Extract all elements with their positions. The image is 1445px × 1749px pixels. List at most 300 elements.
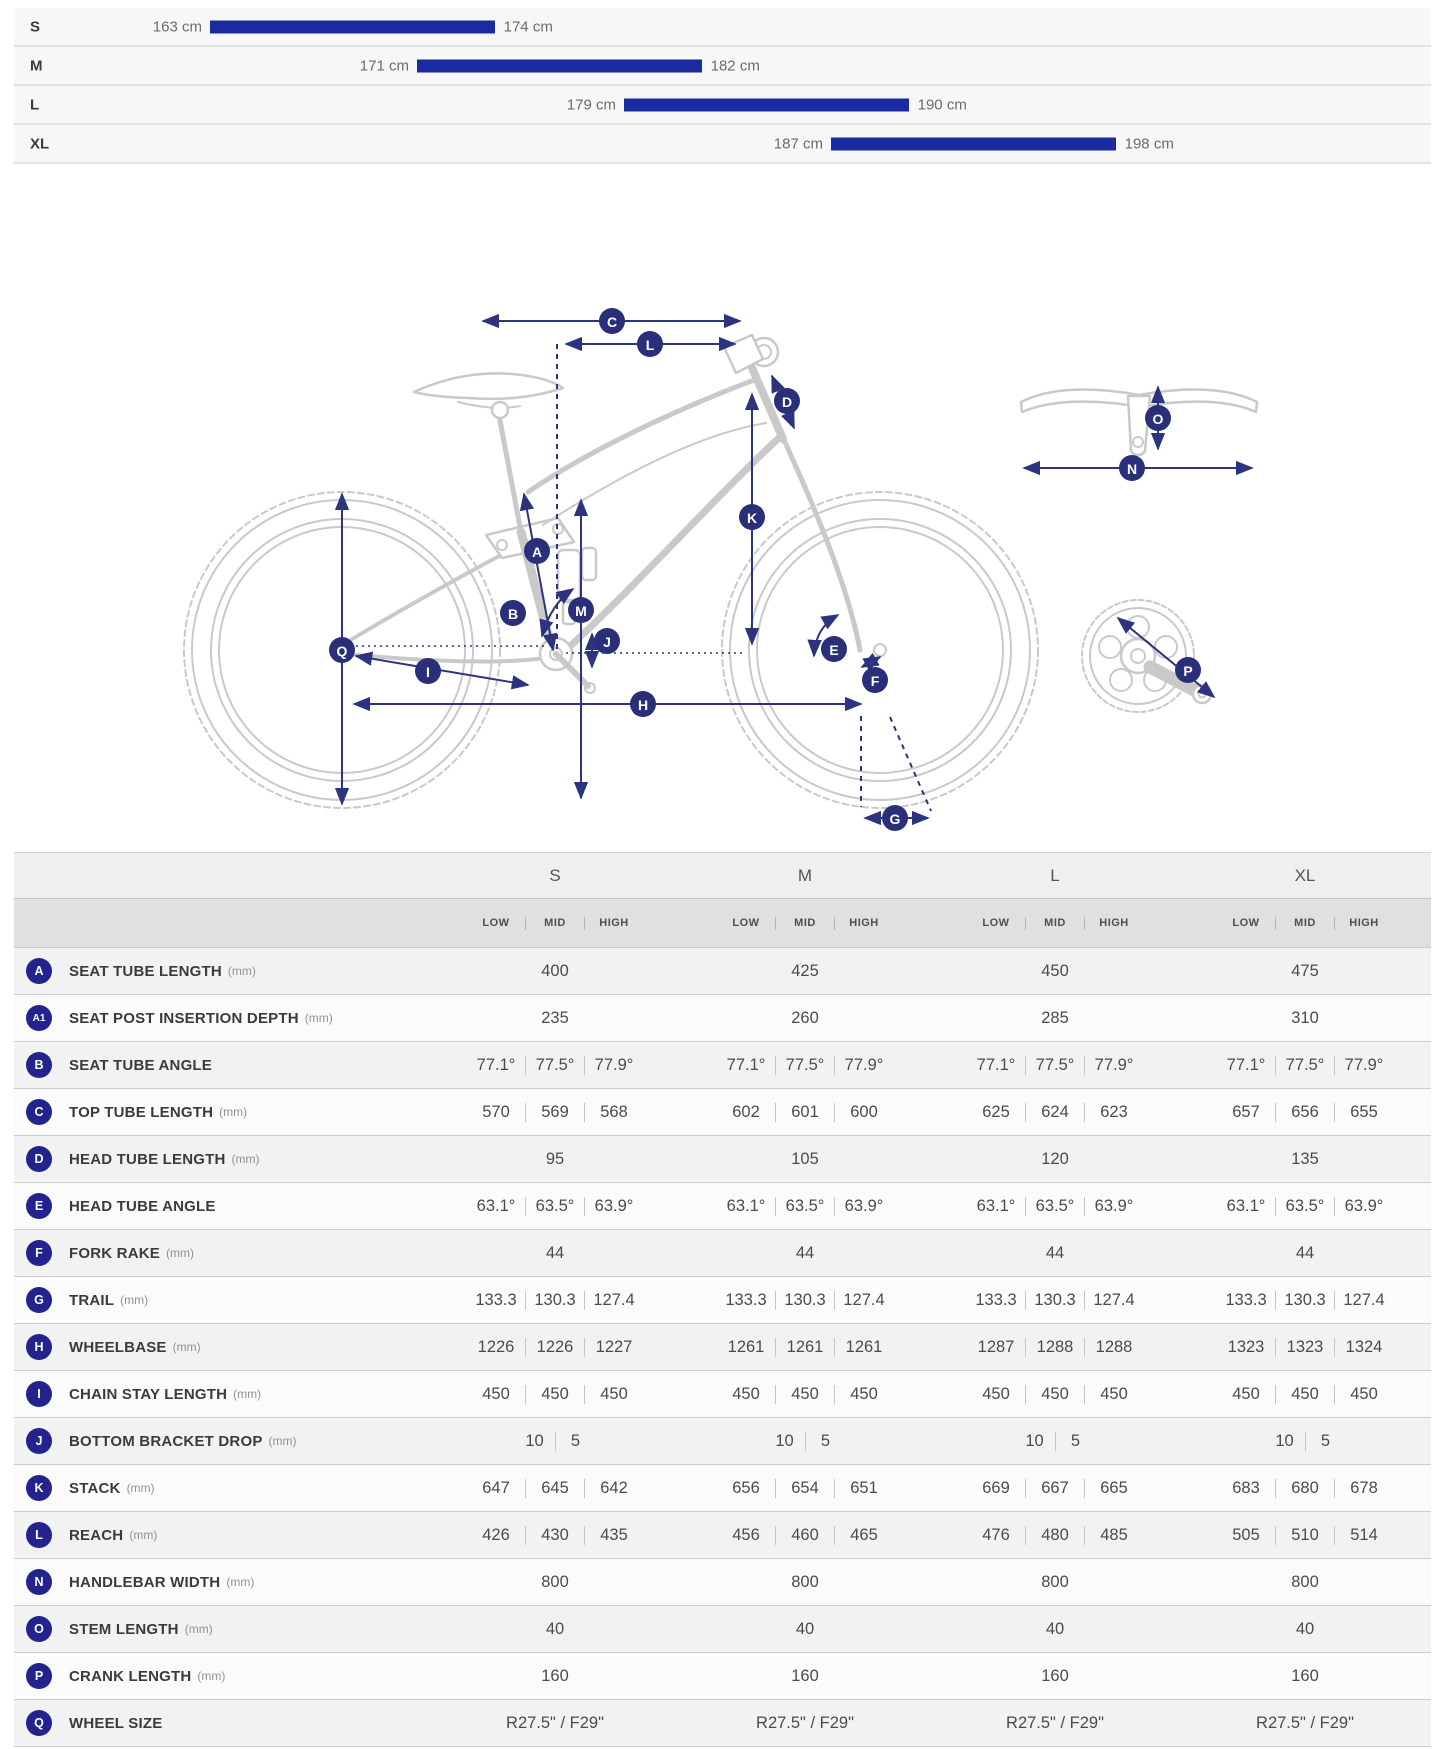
spec-values-L xyxy=(930,1150,1180,1169)
spec-values-S xyxy=(430,1620,680,1639)
spec-values-XL xyxy=(1180,1103,1430,1122)
spec-value: 160 xyxy=(1291,1666,1319,1685)
spec-label-cell xyxy=(14,1099,430,1125)
spec-value: 5 xyxy=(1070,1431,1081,1450)
spec-value: 450 xyxy=(1350,1384,1378,1403)
spec-value: 450 xyxy=(1041,961,1069,980)
spec-label: CRANK LENGTH xyxy=(69,1667,192,1685)
spec-value: 600 xyxy=(850,1102,878,1121)
spec-value: 800 xyxy=(791,1572,819,1591)
spec-label-cell xyxy=(14,1522,430,1548)
spec-label: SEAT POST INSERTION DEPTH xyxy=(69,1009,299,1027)
diagram-badge-B xyxy=(500,600,526,626)
setting-label: LOW xyxy=(482,917,510,929)
diagram-badge-Q xyxy=(329,637,355,663)
spec-value: 127.4 xyxy=(1093,1290,1135,1309)
spec-value: 510 xyxy=(1291,1525,1319,1544)
spec-values-S xyxy=(430,1338,680,1357)
spec-label: FORK RAKE xyxy=(69,1244,160,1262)
spec-label-cell xyxy=(14,1428,430,1454)
spec-value: 642 xyxy=(600,1478,628,1497)
spec-unit: (mm) xyxy=(129,1528,158,1542)
diagram-badge-N xyxy=(1119,455,1145,481)
spec-value: 10 xyxy=(1275,1431,1294,1450)
spec-value: 475 xyxy=(1291,961,1319,980)
rider-height-chart xyxy=(14,8,1431,164)
spec-value: 127.4 xyxy=(1343,1290,1385,1309)
spec-value: 647 xyxy=(482,1478,510,1497)
setting-label: MID xyxy=(1294,917,1316,929)
spec-value: 285 xyxy=(1041,1008,1069,1027)
spec-value: 63.1° xyxy=(1226,1196,1266,1215)
spec-values-S xyxy=(430,1479,680,1498)
spec-value: 1261 xyxy=(727,1337,765,1356)
diagram-badge-K xyxy=(739,504,765,530)
size-row-S xyxy=(14,8,1431,47)
spec-values-XL xyxy=(1180,1338,1430,1357)
spec-value: 514 xyxy=(1350,1525,1378,1544)
crankset xyxy=(1082,600,1211,712)
spec-badge: Q xyxy=(26,1710,52,1736)
spec-badge: D xyxy=(26,1146,52,1172)
height-bar xyxy=(624,98,909,111)
spec-unit: (mm) xyxy=(304,1011,333,1025)
spec-values-S xyxy=(430,1432,680,1451)
spec-label: STEM LENGTH xyxy=(69,1620,179,1638)
spec-label-cell xyxy=(14,1663,430,1689)
handlebar-top-view xyxy=(1021,390,1257,456)
geometry-diagram xyxy=(0,230,1445,845)
spec-value: 95 xyxy=(545,1149,565,1168)
rider-min-height: 171 cm xyxy=(359,57,409,74)
spec-values-L xyxy=(930,1714,1180,1733)
spec-value: 63.1° xyxy=(726,1196,766,1215)
rider-min-height: 187 cm xyxy=(773,135,823,152)
spec-row-I xyxy=(14,1370,1431,1417)
rider-max-height: 190 cm xyxy=(917,96,967,113)
spec-values-S xyxy=(430,1385,680,1404)
size-label: M xyxy=(30,57,43,74)
spec-value: 10 xyxy=(775,1431,794,1450)
svg-text:K: K xyxy=(746,510,758,526)
spec-value: 450 xyxy=(1100,1384,1128,1403)
spec-values-XL xyxy=(1180,1479,1430,1498)
spec-value: 426 xyxy=(482,1525,510,1544)
spec-value: 800 xyxy=(541,1572,569,1591)
diagram-badge-P xyxy=(1175,657,1201,683)
spec-label: SEAT TUBE ANGLE xyxy=(69,1056,213,1074)
setting-label: HIGH xyxy=(849,917,879,929)
setting-label: MID xyxy=(544,917,566,929)
spec-value: 40 xyxy=(1045,1619,1065,1638)
spec-value: 450 xyxy=(982,1384,1010,1403)
svg-text:D: D xyxy=(781,394,793,410)
spec-label-cell xyxy=(14,1005,430,1031)
spec-row-K xyxy=(14,1464,1431,1511)
spec-row-Q xyxy=(14,1699,1431,1746)
spec-values-XL xyxy=(1180,1150,1430,1169)
spec-unit: (mm) xyxy=(172,1340,201,1354)
spec-label-cell xyxy=(14,1193,430,1219)
spec-values-L xyxy=(930,1526,1180,1545)
spec-value: 601 xyxy=(791,1102,819,1121)
spec-value: 63.5° xyxy=(1035,1196,1075,1215)
size-column-header: S xyxy=(549,865,561,885)
spec-label-cell xyxy=(14,1475,430,1501)
spec-values-M xyxy=(680,1150,930,1169)
rider-max-height: 198 cm xyxy=(1124,135,1174,152)
spec-value: 133.3 xyxy=(1225,1290,1267,1309)
spec-row-O xyxy=(14,1605,1431,1652)
spec-value: 44 xyxy=(795,1243,815,1262)
spec-value: 127.4 xyxy=(843,1290,885,1309)
spec-values-M xyxy=(680,962,930,981)
diagram-badge-A xyxy=(524,538,550,564)
spec-values-XL xyxy=(1180,1432,1430,1451)
spec-values-XL xyxy=(1180,1244,1430,1263)
diagram-badge-O xyxy=(1145,405,1171,431)
spec-value: 680 xyxy=(1291,1478,1319,1497)
spec-value: 77.1° xyxy=(476,1055,516,1074)
spec-value: 1227 xyxy=(595,1337,633,1356)
spec-values-L xyxy=(930,1009,1180,1028)
spec-values-M xyxy=(680,1103,930,1122)
spec-values-S xyxy=(430,1526,680,1545)
spec-values-M xyxy=(680,1338,930,1357)
spec-row-J xyxy=(14,1417,1431,1464)
spec-values-S xyxy=(430,1573,680,1592)
spec-value: 1324 xyxy=(1345,1337,1383,1356)
spec-values-L xyxy=(930,1338,1180,1357)
diagram-badge-D xyxy=(774,388,800,414)
settings-group-L xyxy=(930,917,1180,930)
spec-value: 40 xyxy=(1295,1619,1315,1638)
spec-label-cell xyxy=(14,1334,430,1360)
spec-label: HEAD TUBE ANGLE xyxy=(69,1197,216,1215)
spec-badge: N xyxy=(26,1569,52,1595)
spec-values-L xyxy=(930,1667,1180,1686)
spec-value: 44 xyxy=(1045,1243,1065,1262)
svg-text:P: P xyxy=(1183,663,1193,679)
spec-values-L xyxy=(930,1385,1180,1404)
spec-value: 456 xyxy=(732,1525,760,1544)
spec-label: TOP TUBE LENGTH xyxy=(69,1103,214,1121)
spec-value: 63.5° xyxy=(785,1196,825,1215)
spec-label: WHEELBASE xyxy=(69,1338,167,1356)
geometry-table xyxy=(14,852,1431,1747)
spec-value: 130.3 xyxy=(1034,1290,1076,1309)
spec-badge: I xyxy=(26,1381,52,1407)
size-column-header: L xyxy=(1050,865,1060,885)
spec-value: 657 xyxy=(1232,1102,1260,1121)
spec-value: 480 xyxy=(1041,1525,1069,1544)
spec-label: WHEEL SIZE xyxy=(69,1714,163,1732)
spec-values-M xyxy=(680,1009,930,1028)
spec-values-M xyxy=(680,1291,930,1310)
spec-values-XL xyxy=(1180,1573,1430,1592)
measure-arrow-fork-rake xyxy=(862,657,880,667)
setting-label: LOW xyxy=(732,917,760,929)
spec-label-cell xyxy=(14,1381,430,1407)
table-header-row xyxy=(14,852,1431,898)
spec-value: 450 xyxy=(1232,1384,1260,1403)
spec-value: 625 xyxy=(982,1102,1010,1121)
svg-text:N: N xyxy=(1126,461,1138,477)
spec-value: 602 xyxy=(732,1102,760,1121)
spec-value: 425 xyxy=(791,961,819,980)
spec-value: 77.1° xyxy=(976,1055,1016,1074)
height-bar xyxy=(417,59,702,72)
spec-value: 77.9° xyxy=(844,1055,884,1074)
svg-text:J: J xyxy=(603,634,611,650)
spec-label: BOTTOM BRACKET DROP xyxy=(69,1432,263,1450)
spec-value: 130.3 xyxy=(534,1290,576,1309)
svg-text:Q: Q xyxy=(336,643,348,659)
spec-label: TRAIL xyxy=(69,1291,115,1309)
spec-unit: (mm) xyxy=(219,1105,248,1119)
spec-value: 667 xyxy=(1041,1478,1069,1497)
spec-row-N xyxy=(14,1558,1431,1605)
spec-value: 400 xyxy=(541,961,569,980)
spec-value: 63.5° xyxy=(1285,1196,1325,1215)
spec-value: 127.4 xyxy=(593,1290,635,1309)
spec-label: SEAT TUBE LENGTH xyxy=(69,962,222,980)
spec-values-S xyxy=(430,1009,680,1028)
spec-value: 623 xyxy=(1100,1102,1128,1121)
settings-group-XL xyxy=(1180,917,1430,930)
spec-value: 310 xyxy=(1291,1008,1319,1027)
spec-value: 450 xyxy=(1041,1384,1069,1403)
spec-badge: K xyxy=(26,1475,52,1501)
size-column-group-M xyxy=(680,866,930,886)
spec-row-A1 xyxy=(14,994,1431,1041)
spec-value: 135 xyxy=(1291,1149,1319,1168)
spec-label: HEAD TUBE LENGTH xyxy=(69,1150,226,1168)
spec-value: 133.3 xyxy=(475,1290,517,1309)
spec-row-E xyxy=(14,1182,1431,1229)
spec-value: 800 xyxy=(1041,1572,1069,1591)
spec-row-F xyxy=(14,1229,1431,1276)
spec-label: CHAIN STAY LENGTH xyxy=(69,1385,228,1403)
spec-label-cell xyxy=(14,1569,430,1595)
size-row-L xyxy=(14,86,1431,125)
spec-value: 130.3 xyxy=(1284,1290,1326,1309)
spec-value: 505 xyxy=(1232,1525,1260,1544)
spec-value: 63.9° xyxy=(844,1196,884,1215)
spec-row-C xyxy=(14,1088,1431,1135)
spec-label-cell xyxy=(14,1710,430,1736)
spec-value: 77.5° xyxy=(1285,1055,1325,1074)
spec-values-L xyxy=(930,962,1180,981)
spec-unit: (mm) xyxy=(233,1387,262,1401)
spec-value: 450 xyxy=(600,1384,628,1403)
spec-value: 1261 xyxy=(845,1337,883,1356)
spec-value: R27.5" / F29" xyxy=(506,1713,604,1732)
spec-badge: A1 xyxy=(26,1005,52,1031)
spec-value: 1323 xyxy=(1286,1337,1324,1356)
spec-value: 450 xyxy=(1291,1384,1319,1403)
spec-values-M xyxy=(680,1432,930,1451)
svg-text:E: E xyxy=(829,642,839,658)
front-wheel xyxy=(722,492,1038,808)
spec-label-cell xyxy=(14,1616,430,1642)
spec-values-XL xyxy=(1180,1056,1430,1075)
spec-values-M xyxy=(680,1479,930,1498)
spec-value: 1288 xyxy=(1095,1337,1133,1356)
spec-value: 5 xyxy=(1320,1431,1331,1450)
spec-value: 450 xyxy=(732,1384,760,1403)
spec-value: 77.9° xyxy=(1344,1055,1384,1074)
spec-badge: G xyxy=(26,1287,52,1313)
spec-label-cell xyxy=(14,1240,430,1266)
spec-values-L xyxy=(930,1056,1180,1075)
size-row-XL xyxy=(14,125,1431,164)
spec-row-B xyxy=(14,1041,1431,1088)
rider-max-height: 174 cm xyxy=(503,18,553,35)
spec-value: 63.9° xyxy=(594,1196,634,1215)
spec-values-L xyxy=(930,1103,1180,1122)
spec-value: 476 xyxy=(982,1525,1010,1544)
spec-values-S xyxy=(430,1150,680,1169)
spec-value: 77.9° xyxy=(1094,1055,1134,1074)
settings-group-S xyxy=(430,917,680,930)
settings-group-M xyxy=(680,917,930,930)
spec-badge: F xyxy=(26,1240,52,1266)
geometry-diagram-svg xyxy=(0,230,1445,845)
setting-label: LOW xyxy=(982,917,1010,929)
spec-value: 1226 xyxy=(477,1337,515,1356)
spec-unit: (mm) xyxy=(227,964,256,978)
height-bar xyxy=(210,20,495,33)
spec-value: 654 xyxy=(791,1478,819,1497)
setting-label: MID xyxy=(1044,917,1066,929)
spec-values-S xyxy=(430,1291,680,1310)
spec-row-L xyxy=(14,1511,1431,1558)
spec-values-L xyxy=(930,1573,1180,1592)
svg-text:L: L xyxy=(645,337,655,353)
rider-min-height: 163 cm xyxy=(152,18,202,35)
spec-value: 450 xyxy=(850,1384,878,1403)
spec-value: 260 xyxy=(791,1008,819,1027)
spec-value: 645 xyxy=(541,1478,569,1497)
spec-values-M xyxy=(680,1620,930,1639)
spec-value: 235 xyxy=(541,1008,569,1027)
spec-unit: (mm) xyxy=(184,1622,213,1636)
spec-row-A xyxy=(14,947,1431,994)
rider-min-height: 179 cm xyxy=(566,96,616,113)
spec-values-XL xyxy=(1180,1197,1430,1216)
spec-values-L xyxy=(930,1291,1180,1310)
diagram-badge-J xyxy=(594,628,620,654)
svg-text:M: M xyxy=(575,603,587,619)
spec-value: 77.5° xyxy=(535,1055,575,1074)
spec-badge: A xyxy=(26,958,52,984)
spec-badge: J xyxy=(26,1428,52,1454)
spec-value: 450 xyxy=(791,1384,819,1403)
height-bar xyxy=(831,137,1116,150)
spec-unit: (mm) xyxy=(165,1246,194,1260)
spec-values-XL xyxy=(1180,962,1430,981)
spec-values-M xyxy=(680,1526,930,1545)
spec-label-cell xyxy=(14,1146,430,1172)
spec-unit: (mm) xyxy=(268,1434,297,1448)
spec-value: 678 xyxy=(1350,1478,1378,1497)
spec-value: 683 xyxy=(1232,1478,1260,1497)
spec-values-XL xyxy=(1180,1620,1430,1639)
spec-value: 656 xyxy=(732,1478,760,1497)
svg-text:I: I xyxy=(426,664,430,680)
spec-value: 10 xyxy=(525,1431,544,1450)
spec-value: 568 xyxy=(600,1102,628,1121)
spec-badge: O xyxy=(26,1616,52,1642)
spec-unit: (mm) xyxy=(231,1152,260,1166)
spec-values-S xyxy=(430,1667,680,1686)
diagram-badge-M xyxy=(568,597,594,623)
diagram-badge-H xyxy=(630,691,656,717)
spec-value: 120 xyxy=(1041,1149,1069,1168)
setting-label: HIGH xyxy=(1349,917,1379,929)
spec-values-L xyxy=(930,1432,1180,1451)
spec-badge: L xyxy=(26,1522,52,1548)
spec-value: 133.3 xyxy=(725,1290,767,1309)
spec-value: 656 xyxy=(1291,1102,1319,1121)
spec-values-M xyxy=(680,1667,930,1686)
spec-value: 665 xyxy=(1100,1478,1128,1497)
spec-values-M xyxy=(680,1714,930,1733)
setting-label: LOW xyxy=(1232,917,1260,929)
spec-value: 40 xyxy=(545,1619,565,1638)
spec-values-S xyxy=(430,1197,680,1216)
spec-values-M xyxy=(680,1573,930,1592)
spec-label: STACK xyxy=(69,1479,121,1497)
svg-text:C: C xyxy=(606,314,618,330)
spec-value: 44 xyxy=(1295,1243,1315,1262)
spec-badge: P xyxy=(26,1663,52,1689)
spec-value: 800 xyxy=(1291,1572,1319,1591)
spec-values-XL xyxy=(1180,1009,1430,1028)
spec-value: 77.1° xyxy=(726,1055,766,1074)
spec-value: 77.9° xyxy=(594,1055,634,1074)
size-row-M xyxy=(14,47,1431,86)
spec-row-G xyxy=(14,1276,1431,1323)
spec-badge: B xyxy=(26,1052,52,1078)
size-label: L xyxy=(30,96,40,113)
setting-label: HIGH xyxy=(599,917,629,929)
diagram-badge-G xyxy=(882,805,908,831)
size-column-header: M xyxy=(797,865,813,885)
spec-value: 1261 xyxy=(786,1337,824,1356)
spec-value: 63.9° xyxy=(1094,1196,1134,1215)
spec-values-S xyxy=(430,1056,680,1075)
spec-values-S xyxy=(430,962,680,981)
spec-values-S xyxy=(430,1714,680,1733)
size-column-group-L xyxy=(930,866,1180,886)
size-column-group-XL xyxy=(1180,866,1430,886)
spec-values-M xyxy=(680,1385,930,1404)
diagram-badge-I xyxy=(415,658,441,684)
diagram-badge-E xyxy=(821,636,847,662)
spec-value: 77.5° xyxy=(1035,1055,1075,1074)
svg-text:A: A xyxy=(531,544,543,560)
spec-value: 105 xyxy=(791,1149,819,1168)
svg-text:B: B xyxy=(507,606,519,622)
spec-values-L xyxy=(930,1244,1180,1263)
spec-value: 44 xyxy=(545,1243,565,1262)
spec-value: 570 xyxy=(482,1102,510,1121)
spec-unit: (mm) xyxy=(197,1669,226,1683)
spec-values-S xyxy=(430,1244,680,1263)
size-label: S xyxy=(30,18,41,35)
